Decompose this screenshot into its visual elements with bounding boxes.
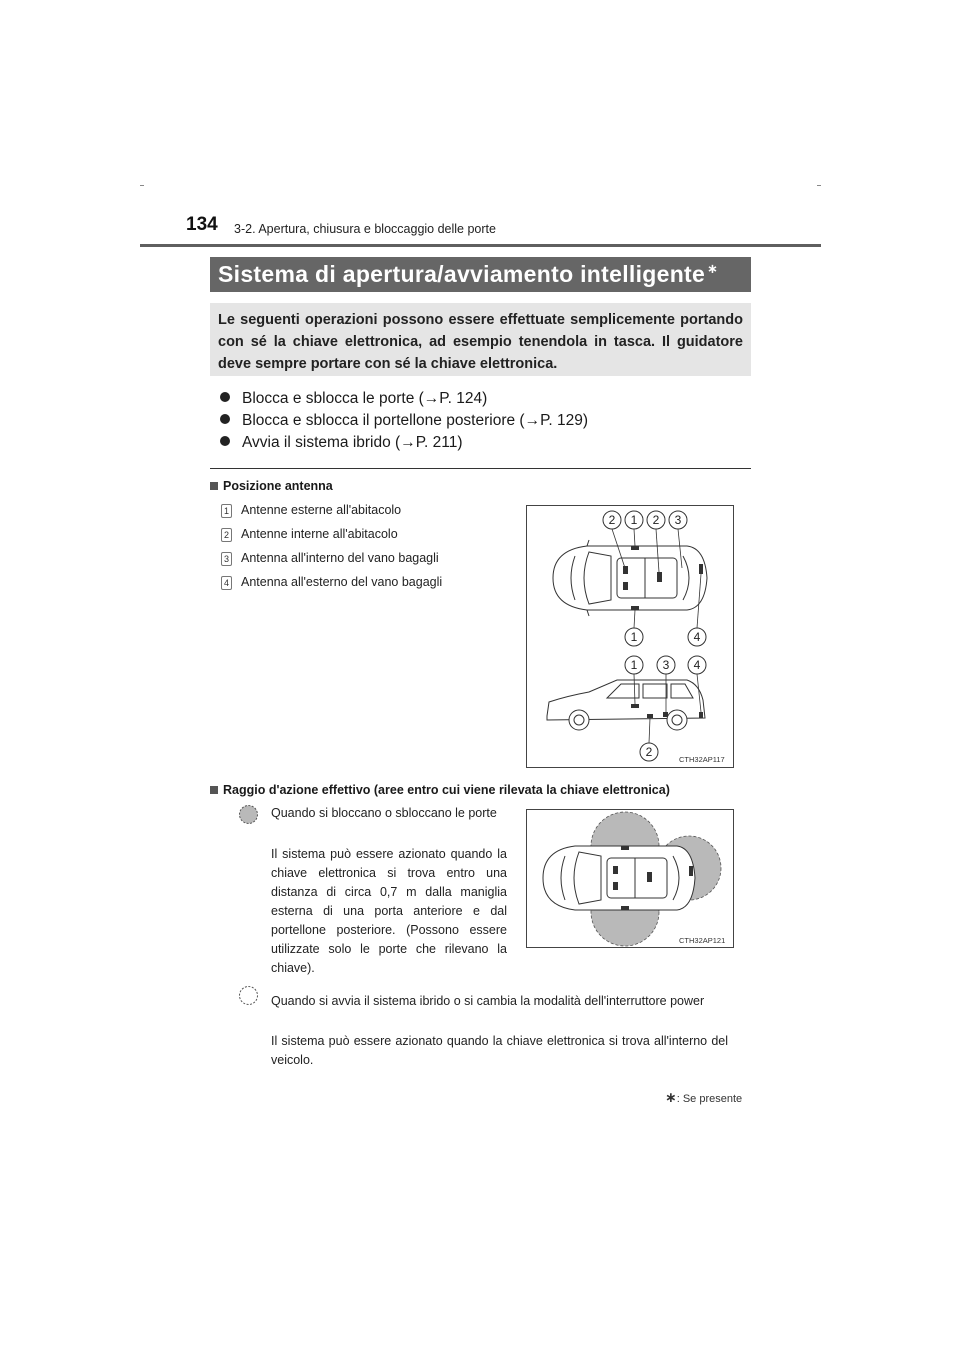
crop-mark (140, 185, 144, 186)
number-badge: 2 (221, 528, 232, 542)
callout-label: 3 (662, 658, 670, 672)
header-rule (140, 244, 821, 247)
range-entry-1-title: Quando si bloccano o sbloccano le porte (271, 806, 497, 820)
callout-label: 4 (693, 630, 701, 644)
bullet-text: Blocca e sblocca il portellone posteriore (→P. 129) (242, 412, 589, 429)
bullet-item (220, 412, 588, 430)
bullet-text: Blocca e sblocca le porte (→P. 124) (242, 390, 488, 407)
antenna-heading-text: Posizione antenna (223, 479, 333, 493)
page-number: 134 (186, 214, 218, 235)
range-entry-2-title: Quando si avvia il sistema ibrido o si cambia la modalità dell'interruttore power (271, 994, 705, 1008)
antenna-item (221, 527, 398, 542)
antenna-item (221, 575, 442, 590)
crop-mark (817, 185, 821, 186)
footnote-text: : Se presente (676, 1093, 743, 1105)
number-badge: 1 (221, 504, 232, 518)
number-badge: 4 (221, 576, 232, 590)
bullet-text: Avvia il sistema ibrido (→P. 211) (242, 434, 463, 451)
callout-label: 1 (630, 513, 638, 527)
intro-box: Le seguenti operazioni possono essere effettuate semplicemente portando con sé la chiave elettronica, ad esempio tenendola in tasca. Il guidatore deve sempre portare con sé la chiave elettronica. (210, 303, 751, 376)
figure-code: CTH32AP121 (679, 936, 726, 945)
callout-label: 2 (608, 513, 616, 527)
callout-label: 1 (630, 630, 638, 644)
number-badge: 3 (221, 552, 232, 566)
divider (210, 468, 751, 469)
detection-range-icon (238, 804, 259, 825)
antenna-item-label: Antenne esterne all'abitacolo (241, 503, 402, 517)
range-entry-2-text: Il sistema può essere azionato quando la chiave elettronica si trova all'interno del veicolo. (271, 1034, 728, 1067)
callout-label: 4 (693, 658, 701, 672)
square-bullet-icon (210, 482, 218, 490)
page-title-text: Sistema di apertura/avviamento intelligente (218, 261, 706, 287)
range-diagram (527, 810, 733, 947)
antenna-item (221, 503, 401, 518)
bullet-dot-icon (220, 392, 230, 402)
section-header: 3-2. Apertura, chiusura e bloccaggio delle porte (234, 222, 496, 236)
antenna-item-label: Antenna all'esterno del vano bagagli (241, 575, 443, 589)
optional-mark: ∗ (707, 261, 719, 276)
range-entry-1-text: Il sistema può essere azionato quando la chiave elettronica si trova entro una distanza di circa 0,7 m dalla maniglia esterna di una porta anteriore e dal portellone posteriore. (Possono essere utilizzate solo le porte che rilevano la chiave). (271, 847, 507, 975)
page-title (210, 257, 751, 292)
antenna-position-figure (526, 505, 734, 768)
detection-range-figure (526, 809, 734, 948)
bullet-item (220, 390, 487, 408)
antenna-heading (210, 479, 333, 493)
callout-label: 3 (674, 513, 682, 527)
antenna-item-label: Antenna all'interno del vano bagagli (241, 551, 439, 565)
antenna-item (221, 551, 439, 566)
antenna-item-label: Antenne interne all'abitacolo (241, 527, 398, 541)
callout-label: 2 (645, 745, 653, 759)
vehicle-interior-range-icon (238, 985, 259, 1006)
bullet-dot-icon (220, 414, 230, 424)
bullet-item (220, 434, 463, 452)
callout-label: 1 (630, 658, 638, 672)
car-antenna-diagram (527, 506, 733, 767)
callout-label: 2 (652, 513, 660, 527)
footnote (665, 1089, 742, 1106)
range-heading (210, 783, 670, 797)
figure-code: CTH32AP117 (679, 755, 725, 764)
square-bullet-icon (210, 786, 218, 794)
footnote-mark: ∗ (665, 1089, 677, 1105)
range-heading-text: Raggio d'azione effettivo (aree entro cui viene rilevata la chiave elettronica) (223, 783, 670, 797)
bullet-dot-icon (220, 436, 230, 446)
